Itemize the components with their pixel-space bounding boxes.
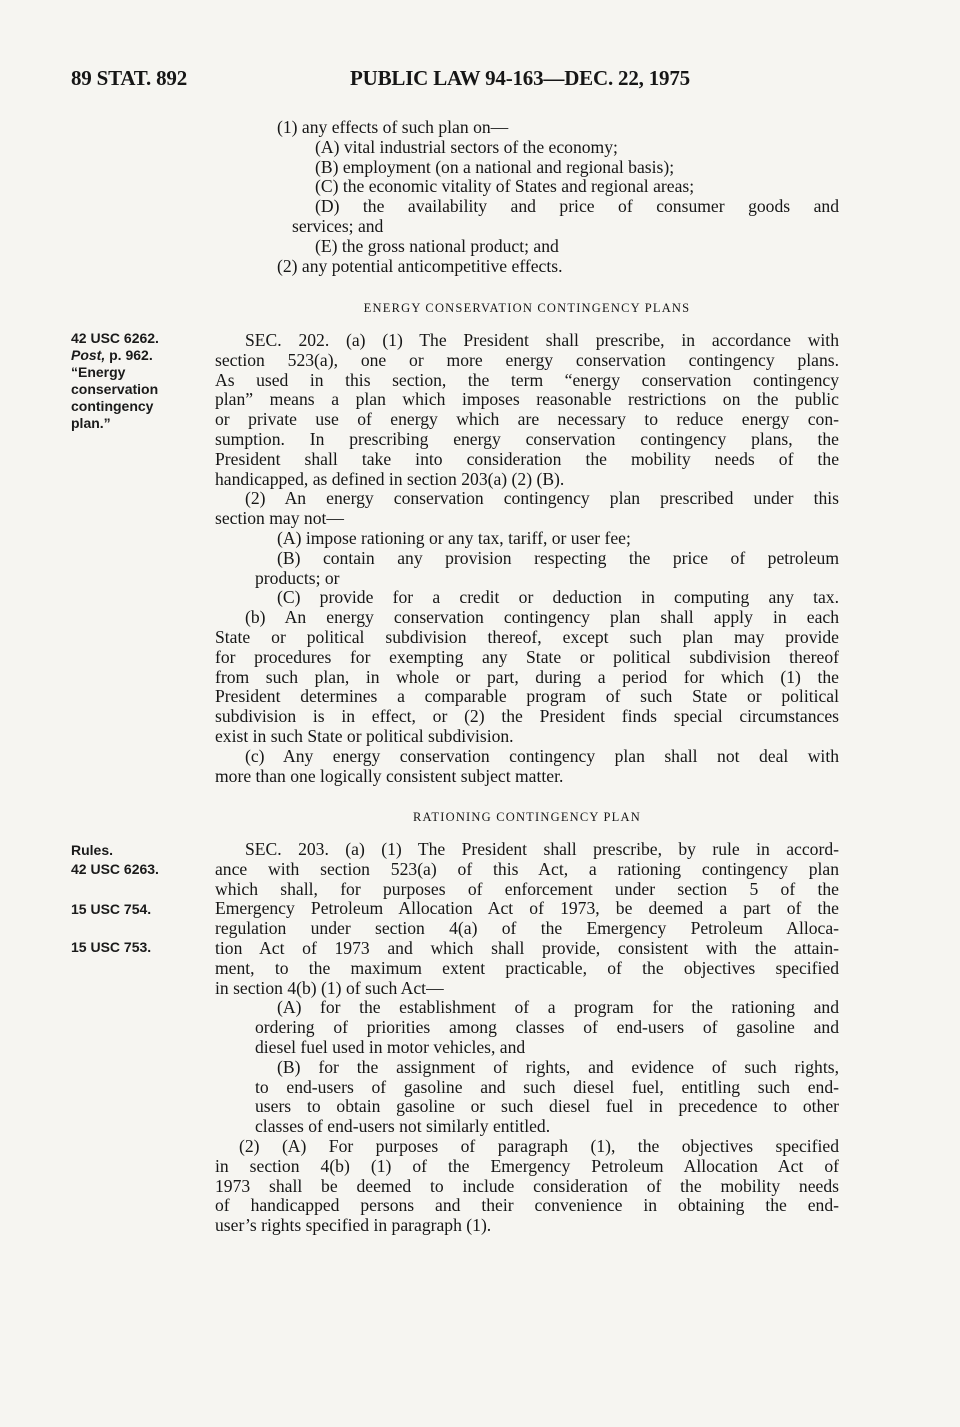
sec202-body [215, 331, 839, 786]
sec203-line: ance with section 523(a) of this Act, a rationing contingency plan [215, 858, 839, 879]
public-law-title: PUBLIC LAW 94-163—DEC. 22, 1975 [350, 66, 690, 90]
sec203-p2-line: user’s rights specified in paragraph (1). [215, 1215, 492, 1236]
margin-usc-754: 15 USC 754. [71, 901, 152, 917]
sec203-heading: RATIONING CONTINGENCY PLAN [413, 810, 641, 824]
sec202-line: section 523(a), one or more energy conservation contingency plans. [215, 349, 839, 370]
sec202-pb-line: subdivision is in effect, or (2) the President finds special circumstances [215, 706, 839, 727]
sec202-line: SEC. 202. (a) (1) The President shall prescribe, in accordance with [245, 330, 839, 350]
sec203-b-line: to end-users of gasoline and such diesel fuel, entitling such end- [255, 1076, 839, 1097]
sec202-pb-line: exist in such State or political subdivision. [215, 725, 514, 746]
margin-usc-6263: 42 USC 6263. [71, 861, 159, 877]
margin-definition-line: plan.” [71, 415, 111, 431]
sec202-pb-line: President determines a comparable program of such State or political [215, 686, 839, 707]
sec203-line: regulation under section 4(a) of the Emergency Petroleum Alloca- [215, 918, 839, 939]
sec203-p2-line: of handicapped persons and their convenience in obtaining the end- [215, 1195, 839, 1216]
margin-post-page: p. 962. [105, 347, 153, 363]
sec203-b-line: (B) for the assignment of rights, and evidence of such rights, [277, 1056, 839, 1077]
page-header [0, 66, 960, 96]
item-e: (E) the gross national product; and [315, 235, 559, 256]
sec202-line: or private use of energy which are necessary to reduce energy con- [215, 409, 839, 430]
item-b: (B) employment (on a national and regional basis); [315, 156, 675, 177]
sec203-line: Emergency Petroleum Allocation Act of 1973, be deemed a part of the [215, 898, 839, 919]
sec203-line: in section 4(b) (1) of such Act— [215, 977, 444, 998]
item-d-line1: (D) the availability and price of consumer goods and [315, 196, 839, 217]
sec202-p2-line: (2) An energy conservation contingency plan prescribed under this [245, 488, 839, 509]
sec202-line: plan” means a plan which imposes reasonable restrictions on the public [215, 389, 839, 410]
sec202-pc-line: more than one logically consistent subject matter. [215, 765, 564, 786]
statute-page-number: 89 STAT. 892 [71, 66, 188, 90]
sec202-line: sumption. In prescribing energy conservation contingency plans, the [215, 428, 839, 449]
sec203-line: tion Act of 1973 and which shall provide, consistent with the attain- [215, 937, 839, 958]
sec202-line: As used in this section, the term “energy conservation contingency [215, 369, 839, 390]
item-d-line2: services; and [292, 215, 384, 236]
sec202-heading-wrap [215, 299, 839, 319]
item-a: (A) vital industrial sectors of the economy; [315, 136, 618, 157]
margin-usc-6262: 42 USC 6262. [71, 330, 159, 346]
sec202-pb-line: for procedures for exempting any State or political subdivision thereof [215, 646, 839, 667]
sec202-item-a: (A) impose rationing or any tax, tariff, or user fee; [277, 527, 631, 548]
effects-list [215, 118, 839, 276]
sec202-pc-line: (c) Any energy conservation contingency plan shall not deal with [245, 745, 839, 766]
sec202-item-b-line2: products; or [255, 567, 340, 588]
margin-rules: Rules. [71, 842, 114, 858]
sec202-pb-line: (b) An energy conservation contingency plan shall apply in each [245, 607, 839, 628]
sec203-line: ment, to the maximum extent practicable, of the objectives specified [215, 957, 839, 978]
sec203-p2-line: 1973 shall be deemed to include consideration of the mobility needs [215, 1175, 839, 1196]
sec203-a-line: diesel fuel used in motor vehicles, and [255, 1036, 526, 1057]
margin-usc-753: 15 USC 753. [71, 939, 152, 955]
margin-definition-line: contingency [71, 398, 154, 414]
sec202-item-b-line1: (B) contain any provision respecting the price of petroleum [277, 547, 839, 568]
sec203-body [215, 840, 839, 1236]
sec202-line: handicapped, as defined in section 203(a) (2) (B). [215, 468, 565, 489]
item-1: (1) any effects of such plan on— [277, 117, 509, 137]
sec202-p2-line: section may not— [215, 508, 344, 529]
margin-note-usc753 [71, 939, 191, 956]
sec203-heading-wrap [215, 808, 839, 828]
margin-post-italic: Post, [71, 347, 106, 363]
item-2: (2) any potential anticompetitive effects. [277, 255, 563, 276]
sec202-item-c: (C) provide for a credit or deduction in computing any tax. [277, 587, 839, 608]
margin-note-rules [71, 842, 191, 859]
sec202-pb-line: State or political subdivision thereof, except such plan may provide [215, 626, 839, 647]
sec202-pb-line: from such plan, in whole or part, during a period for which (1) the [215, 666, 839, 687]
sec203-b-line: users to obtain gasoline or such diesel fuel in precedence to other [255, 1096, 839, 1117]
item-c: (C) the economic vitality of States and regional areas; [315, 176, 695, 197]
margin-note-sec202 [71, 330, 191, 432]
sec203-line: SEC. 203. (a) (1) The President shall prescribe, by rule in accord- [245, 839, 839, 859]
sec203-a-line: ordering of priorities among classes of end-users of gasoline and [255, 1017, 839, 1038]
margin-note-usc6263 [71, 861, 191, 878]
sec202-line: President shall take into consideration the mobility needs of the [215, 448, 839, 469]
sec203-a-line: (A) for the establishment of a program for the rationing and [277, 997, 839, 1018]
margin-definition-line: conservation [71, 381, 159, 397]
sec202-heading: ENERGY CONSERVATION CONTINGENCY PLANS [363, 301, 691, 315]
sec203-p2-line: (2) (A) For purposes of paragraph (1), the objectives specified [239, 1135, 839, 1156]
sec203-p2-line: in section 4(b) (1) of the Emergency Petroleum Allocation Act of [215, 1155, 839, 1176]
sec203-line: which shall, for purposes of enforcement under section 5 of the [215, 878, 839, 899]
margin-definition-line: “Energy [71, 364, 126, 380]
sec203-b-line: classes of end-users not similarly entitled. [255, 1116, 551, 1137]
margin-note-usc754 [71, 901, 191, 918]
margin-post-ref [71, 347, 191, 364]
